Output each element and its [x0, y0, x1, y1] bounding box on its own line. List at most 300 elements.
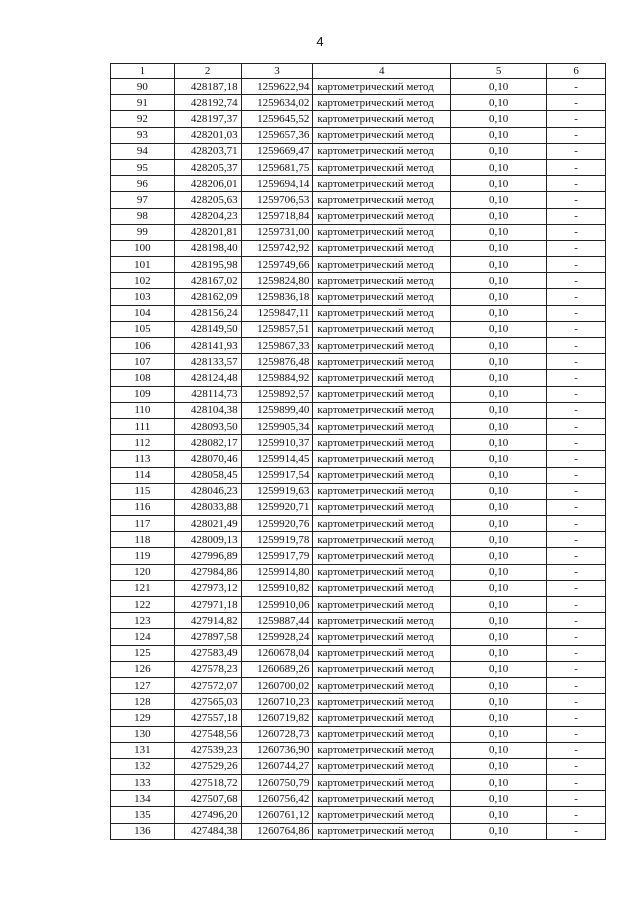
- y-coordinate-cell: 1259899,40: [241, 402, 313, 418]
- point-number-cell: 94: [111, 143, 175, 159]
- point-number-cell: 126: [111, 661, 175, 677]
- y-coordinate-cell: 1259622,94: [241, 79, 313, 95]
- y-coordinate-cell: 1259905,34: [241, 418, 313, 434]
- y-coordinate-cell: 1260744,27: [241, 758, 313, 774]
- note-cell: -: [547, 273, 606, 289]
- point-number-cell: 103: [111, 289, 175, 305]
- y-coordinate-cell: 1259910,06: [241, 597, 313, 613]
- method-cell: картометрический метод: [313, 257, 451, 273]
- table-row: [111, 305, 606, 321]
- x-coordinate-cell: 428203,71: [174, 143, 241, 159]
- x-coordinate-cell: 428141,93: [174, 338, 241, 354]
- point-number-cell: 115: [111, 483, 175, 499]
- point-number-cell: 136: [111, 823, 175, 839]
- table-row: [111, 370, 606, 386]
- point-number-cell: 107: [111, 354, 175, 370]
- table-row: [111, 354, 606, 370]
- method-cell: картометрический метод: [313, 775, 451, 791]
- header-col-5: 5: [451, 64, 547, 79]
- point-number-cell: 98: [111, 208, 175, 224]
- y-coordinate-cell: 1259694,14: [241, 176, 313, 192]
- y-coordinate-cell: 1259718,84: [241, 208, 313, 224]
- note-cell: -: [547, 548, 606, 564]
- header-col-6: 6: [547, 64, 606, 79]
- point-number-cell: 122: [111, 597, 175, 613]
- y-coordinate-cell: 1259681,75: [241, 159, 313, 175]
- x-coordinate-cell: 427529,26: [174, 758, 241, 774]
- y-coordinate-cell: 1259706,53: [241, 192, 313, 208]
- note-cell: -: [547, 597, 606, 613]
- table-row: [111, 143, 606, 159]
- accuracy-cell: 0,10: [451, 532, 547, 548]
- method-cell: картометрический метод: [313, 386, 451, 402]
- point-number-cell: 128: [111, 694, 175, 710]
- y-coordinate-cell: 1259919,78: [241, 532, 313, 548]
- x-coordinate-cell: 427914,82: [174, 613, 241, 629]
- x-coordinate-cell: 428058,45: [174, 467, 241, 483]
- table-row: [111, 192, 606, 208]
- y-coordinate-cell: 1259920,71: [241, 499, 313, 515]
- note-cell: -: [547, 305, 606, 321]
- x-coordinate-cell: 427484,38: [174, 823, 241, 839]
- accuracy-cell: 0,10: [451, 159, 547, 175]
- x-coordinate-cell: 428201,81: [174, 224, 241, 240]
- accuracy-cell: 0,10: [451, 451, 547, 467]
- accuracy-cell: 0,10: [451, 418, 547, 434]
- note-cell: -: [547, 742, 606, 758]
- accuracy-cell: 0,10: [451, 710, 547, 726]
- point-number-cell: 99: [111, 224, 175, 240]
- x-coordinate-cell: 428201,03: [174, 127, 241, 143]
- note-cell: -: [547, 79, 606, 95]
- table-row: [111, 597, 606, 613]
- method-cell: картометрический метод: [313, 451, 451, 467]
- point-number-cell: 104: [111, 305, 175, 321]
- point-number-cell: 135: [111, 807, 175, 823]
- y-coordinate-cell: 1259669,47: [241, 143, 313, 159]
- note-cell: -: [547, 613, 606, 629]
- x-coordinate-cell: 427984,86: [174, 564, 241, 580]
- accuracy-cell: 0,10: [451, 176, 547, 192]
- accuracy-cell: 0,10: [451, 192, 547, 208]
- note-cell: -: [547, 451, 606, 467]
- table-row: [111, 338, 606, 354]
- accuracy-cell: 0,10: [451, 386, 547, 402]
- y-coordinate-cell: 1259910,82: [241, 580, 313, 596]
- y-coordinate-cell: 1260710,23: [241, 694, 313, 710]
- accuracy-cell: 0,10: [451, 613, 547, 629]
- method-cell: картометрический метод: [313, 321, 451, 337]
- point-number-cell: 92: [111, 111, 175, 127]
- point-number-cell: 113: [111, 451, 175, 467]
- method-cell: картометрический метод: [313, 289, 451, 305]
- y-coordinate-cell: 1260728,73: [241, 726, 313, 742]
- note-cell: -: [547, 159, 606, 175]
- table-row: [111, 111, 606, 127]
- point-number-cell: 125: [111, 645, 175, 661]
- note-cell: -: [547, 370, 606, 386]
- point-number-cell: 100: [111, 240, 175, 256]
- table-row: [111, 240, 606, 256]
- accuracy-cell: 0,10: [451, 775, 547, 791]
- x-coordinate-cell: 428033,88: [174, 499, 241, 515]
- accuracy-cell: 0,10: [451, 694, 547, 710]
- table-row: [111, 694, 606, 710]
- y-coordinate-cell: 1260689,26: [241, 661, 313, 677]
- point-number-cell: 121: [111, 580, 175, 596]
- table-row: [111, 758, 606, 774]
- table-row: [111, 418, 606, 434]
- note-cell: -: [547, 127, 606, 143]
- accuracy-cell: 0,10: [451, 354, 547, 370]
- x-coordinate-cell: 427996,89: [174, 548, 241, 564]
- note-cell: -: [547, 240, 606, 256]
- accuracy-cell: 0,10: [451, 726, 547, 742]
- method-cell: картометрический метод: [313, 694, 451, 710]
- y-coordinate-cell: 1259857,51: [241, 321, 313, 337]
- table-row: [111, 176, 606, 192]
- note-cell: -: [547, 499, 606, 515]
- point-number-cell: 111: [111, 418, 175, 434]
- x-coordinate-cell: 428070,46: [174, 451, 241, 467]
- point-number-cell: 132: [111, 758, 175, 774]
- x-coordinate-cell: 427565,03: [174, 694, 241, 710]
- method-cell: картометрический метод: [313, 176, 451, 192]
- point-number-cell: 134: [111, 791, 175, 807]
- method-cell: картометрический метод: [313, 208, 451, 224]
- table-row: [111, 467, 606, 483]
- accuracy-cell: 0,10: [451, 597, 547, 613]
- point-number-cell: 105: [111, 321, 175, 337]
- accuracy-cell: 0,10: [451, 224, 547, 240]
- note-cell: -: [547, 532, 606, 548]
- note-cell: -: [547, 338, 606, 354]
- table-row: [111, 661, 606, 677]
- accuracy-cell: 0,10: [451, 661, 547, 677]
- x-coordinate-cell: 427548,56: [174, 726, 241, 742]
- method-cell: картометрический метод: [313, 564, 451, 580]
- point-number-cell: 130: [111, 726, 175, 742]
- note-cell: -: [547, 726, 606, 742]
- point-number-cell: 129: [111, 710, 175, 726]
- y-coordinate-cell: 1260700,02: [241, 677, 313, 693]
- method-cell: картометрический метод: [313, 661, 451, 677]
- table-row: [111, 208, 606, 224]
- table-row: [111, 564, 606, 580]
- table-row: [111, 499, 606, 515]
- note-cell: -: [547, 192, 606, 208]
- table-row: [111, 321, 606, 337]
- note-cell: -: [547, 95, 606, 111]
- accuracy-cell: 0,10: [451, 240, 547, 256]
- table-row: [111, 742, 606, 758]
- method-cell: картометрический метод: [313, 823, 451, 839]
- note-cell: -: [547, 710, 606, 726]
- method-cell: картометрический метод: [313, 613, 451, 629]
- x-coordinate-cell: 428197,37: [174, 111, 241, 127]
- method-cell: картометрический метод: [313, 143, 451, 159]
- method-cell: картометрический метод: [313, 532, 451, 548]
- method-cell: картометрический метод: [313, 758, 451, 774]
- accuracy-cell: 0,10: [451, 758, 547, 774]
- x-coordinate-cell: 428046,23: [174, 483, 241, 499]
- note-cell: -: [547, 435, 606, 451]
- method-cell: картометрический метод: [313, 710, 451, 726]
- method-cell: картометрический метод: [313, 516, 451, 532]
- point-number-cell: 123: [111, 613, 175, 629]
- accuracy-cell: 0,10: [451, 111, 547, 127]
- y-coordinate-cell: 1259928,24: [241, 629, 313, 645]
- accuracy-cell: 0,10: [451, 257, 547, 273]
- table-row: [111, 548, 606, 564]
- x-coordinate-cell: 428124,48: [174, 370, 241, 386]
- y-coordinate-cell: 1259731,00: [241, 224, 313, 240]
- point-number-cell: 96: [111, 176, 175, 192]
- coordinates-table: [110, 63, 606, 840]
- point-number-cell: 90: [111, 79, 175, 95]
- x-coordinate-cell: 428205,37: [174, 159, 241, 175]
- note-cell: -: [547, 143, 606, 159]
- note-cell: -: [547, 208, 606, 224]
- note-cell: -: [547, 257, 606, 273]
- point-number-cell: 117: [111, 516, 175, 532]
- accuracy-cell: 0,10: [451, 79, 547, 95]
- note-cell: -: [547, 629, 606, 645]
- accuracy-cell: 0,10: [451, 338, 547, 354]
- page-number: 4: [316, 34, 324, 49]
- table-row: [111, 613, 606, 629]
- x-coordinate-cell: 427578,23: [174, 661, 241, 677]
- accuracy-cell: 0,10: [451, 516, 547, 532]
- x-coordinate-cell: 428009,13: [174, 532, 241, 548]
- y-coordinate-cell: 1259749,66: [241, 257, 313, 273]
- x-coordinate-cell: 428114,73: [174, 386, 241, 402]
- x-coordinate-cell: 428198,40: [174, 240, 241, 256]
- x-coordinate-cell: 428204,23: [174, 208, 241, 224]
- table-row: [111, 95, 606, 111]
- x-coordinate-cell: 428167,02: [174, 273, 241, 289]
- table-row: [111, 532, 606, 548]
- point-number-cell: 106: [111, 338, 175, 354]
- method-cell: картометрический метод: [313, 273, 451, 289]
- note-cell: -: [547, 758, 606, 774]
- method-cell: картометрический метод: [313, 111, 451, 127]
- method-cell: картометрический метод: [313, 597, 451, 613]
- x-coordinate-cell: 427507,68: [174, 791, 241, 807]
- x-coordinate-cell: 427496,20: [174, 807, 241, 823]
- y-coordinate-cell: 1259919,63: [241, 483, 313, 499]
- note-cell: -: [547, 823, 606, 839]
- table-row: [111, 807, 606, 823]
- table-row: [111, 257, 606, 273]
- note-cell: -: [547, 564, 606, 580]
- point-number-cell: 120: [111, 564, 175, 580]
- note-cell: -: [547, 694, 606, 710]
- accuracy-cell: 0,10: [451, 564, 547, 580]
- note-cell: -: [547, 807, 606, 823]
- method-cell: картометрический метод: [313, 338, 451, 354]
- note-cell: -: [547, 289, 606, 305]
- method-cell: картометрический метод: [313, 418, 451, 434]
- table-row: [111, 127, 606, 143]
- note-cell: -: [547, 645, 606, 661]
- point-number-cell: 124: [111, 629, 175, 645]
- method-cell: картометрический метод: [313, 580, 451, 596]
- method-cell: картометрический метод: [313, 807, 451, 823]
- accuracy-cell: 0,10: [451, 321, 547, 337]
- point-number-cell: 110: [111, 402, 175, 418]
- method-cell: картометрический метод: [313, 402, 451, 418]
- y-coordinate-cell: 1259914,45: [241, 451, 313, 467]
- point-number-cell: 109: [111, 386, 175, 402]
- point-number-cell: 97: [111, 192, 175, 208]
- accuracy-cell: 0,10: [451, 208, 547, 224]
- accuracy-cell: 0,10: [451, 143, 547, 159]
- method-cell: картометрический метод: [313, 645, 451, 661]
- x-coordinate-cell: 428187,18: [174, 79, 241, 95]
- note-cell: -: [547, 176, 606, 192]
- method-cell: картометрический метод: [313, 240, 451, 256]
- point-number-cell: 95: [111, 159, 175, 175]
- method-cell: картометрический метод: [313, 370, 451, 386]
- x-coordinate-cell: 427973,12: [174, 580, 241, 596]
- x-coordinate-cell: 428082,17: [174, 435, 241, 451]
- x-coordinate-cell: 428195,98: [174, 257, 241, 273]
- method-cell: картометрический метод: [313, 159, 451, 175]
- point-number-cell: 116: [111, 499, 175, 515]
- table-row: [111, 451, 606, 467]
- table-row: [111, 726, 606, 742]
- note-cell: -: [547, 483, 606, 499]
- method-cell: картометрический метод: [313, 354, 451, 370]
- x-coordinate-cell: 428021,49: [174, 516, 241, 532]
- note-cell: -: [547, 321, 606, 337]
- accuracy-cell: 0,10: [451, 548, 547, 564]
- method-cell: картометрический метод: [313, 548, 451, 564]
- y-coordinate-cell: 1260761,12: [241, 807, 313, 823]
- accuracy-cell: 0,10: [451, 435, 547, 451]
- x-coordinate-cell: 428133,57: [174, 354, 241, 370]
- header-col-4: 4: [313, 64, 451, 79]
- table-row: [111, 402, 606, 418]
- point-number-cell: 114: [111, 467, 175, 483]
- method-cell: картометрический метод: [313, 79, 451, 95]
- method-cell: картометрический метод: [313, 629, 451, 645]
- note-cell: -: [547, 677, 606, 693]
- note-cell: -: [547, 467, 606, 483]
- accuracy-cell: 0,10: [451, 742, 547, 758]
- point-number-cell: 118: [111, 532, 175, 548]
- y-coordinate-cell: 1259876,48: [241, 354, 313, 370]
- method-cell: картометрический метод: [313, 435, 451, 451]
- method-cell: картометрический метод: [313, 192, 451, 208]
- accuracy-cell: 0,10: [451, 305, 547, 321]
- y-coordinate-cell: 1260750,79: [241, 775, 313, 791]
- y-coordinate-cell: 1259884,92: [241, 370, 313, 386]
- accuracy-cell: 0,10: [451, 807, 547, 823]
- method-cell: картометрический метод: [313, 499, 451, 515]
- y-coordinate-cell: 1259917,79: [241, 548, 313, 564]
- accuracy-cell: 0,10: [451, 289, 547, 305]
- point-number-cell: 91: [111, 95, 175, 111]
- y-coordinate-cell: 1259836,18: [241, 289, 313, 305]
- method-cell: картометрический метод: [313, 726, 451, 742]
- accuracy-cell: 0,10: [451, 95, 547, 111]
- accuracy-cell: 0,10: [451, 629, 547, 645]
- x-coordinate-cell: 428162,09: [174, 289, 241, 305]
- table-row: [111, 775, 606, 791]
- table-row: [111, 645, 606, 661]
- y-coordinate-cell: 1259634,02: [241, 95, 313, 111]
- y-coordinate-cell: 1259917,54: [241, 467, 313, 483]
- table-row: [111, 710, 606, 726]
- note-cell: -: [547, 418, 606, 434]
- x-coordinate-cell: 428192,74: [174, 95, 241, 111]
- note-cell: -: [547, 354, 606, 370]
- table-header-row: [111, 64, 606, 79]
- note-cell: -: [547, 402, 606, 418]
- table-row: [111, 823, 606, 839]
- y-coordinate-cell: 1259847,11: [241, 305, 313, 321]
- table-row: [111, 516, 606, 532]
- table-body: [111, 64, 606, 840]
- y-coordinate-cell: 1259645,52: [241, 111, 313, 127]
- table-row: [111, 386, 606, 402]
- y-coordinate-cell: 1260756,42: [241, 791, 313, 807]
- point-number-cell: 108: [111, 370, 175, 386]
- y-coordinate-cell: 1260678,04: [241, 645, 313, 661]
- y-coordinate-cell: 1260764,86: [241, 823, 313, 839]
- header-col-2: 2: [174, 64, 241, 79]
- point-number-cell: 131: [111, 742, 175, 758]
- x-coordinate-cell: 427583,49: [174, 645, 241, 661]
- table-row: [111, 483, 606, 499]
- method-cell: картометрический метод: [313, 127, 451, 143]
- x-coordinate-cell: 428093,50: [174, 418, 241, 434]
- accuracy-cell: 0,10: [451, 677, 547, 693]
- x-coordinate-cell: 428156,24: [174, 305, 241, 321]
- accuracy-cell: 0,10: [451, 370, 547, 386]
- table-row: [111, 224, 606, 240]
- x-coordinate-cell: 427539,23: [174, 742, 241, 758]
- note-cell: -: [547, 791, 606, 807]
- y-coordinate-cell: 1259824,80: [241, 273, 313, 289]
- x-coordinate-cell: 427557,18: [174, 710, 241, 726]
- point-number-cell: 133: [111, 775, 175, 791]
- table-row: [111, 677, 606, 693]
- y-coordinate-cell: 1259867,33: [241, 338, 313, 354]
- y-coordinate-cell: 1259657,36: [241, 127, 313, 143]
- accuracy-cell: 0,10: [451, 580, 547, 596]
- accuracy-cell: 0,10: [451, 467, 547, 483]
- point-number-cell: 127: [111, 677, 175, 693]
- header-col-1: 1: [111, 64, 175, 79]
- x-coordinate-cell: 428206,01: [174, 176, 241, 192]
- x-coordinate-cell: 427518,72: [174, 775, 241, 791]
- y-coordinate-cell: 1259920,76: [241, 516, 313, 532]
- table-row: [111, 289, 606, 305]
- point-number-cell: 93: [111, 127, 175, 143]
- point-number-cell: 119: [111, 548, 175, 564]
- x-coordinate-cell: 428149,50: [174, 321, 241, 337]
- method-cell: картометрический метод: [313, 224, 451, 240]
- table-row: [111, 159, 606, 175]
- method-cell: картометрический метод: [313, 791, 451, 807]
- note-cell: -: [547, 580, 606, 596]
- method-cell: картометрический метод: [313, 742, 451, 758]
- accuracy-cell: 0,10: [451, 483, 547, 499]
- method-cell: картометрический метод: [313, 95, 451, 111]
